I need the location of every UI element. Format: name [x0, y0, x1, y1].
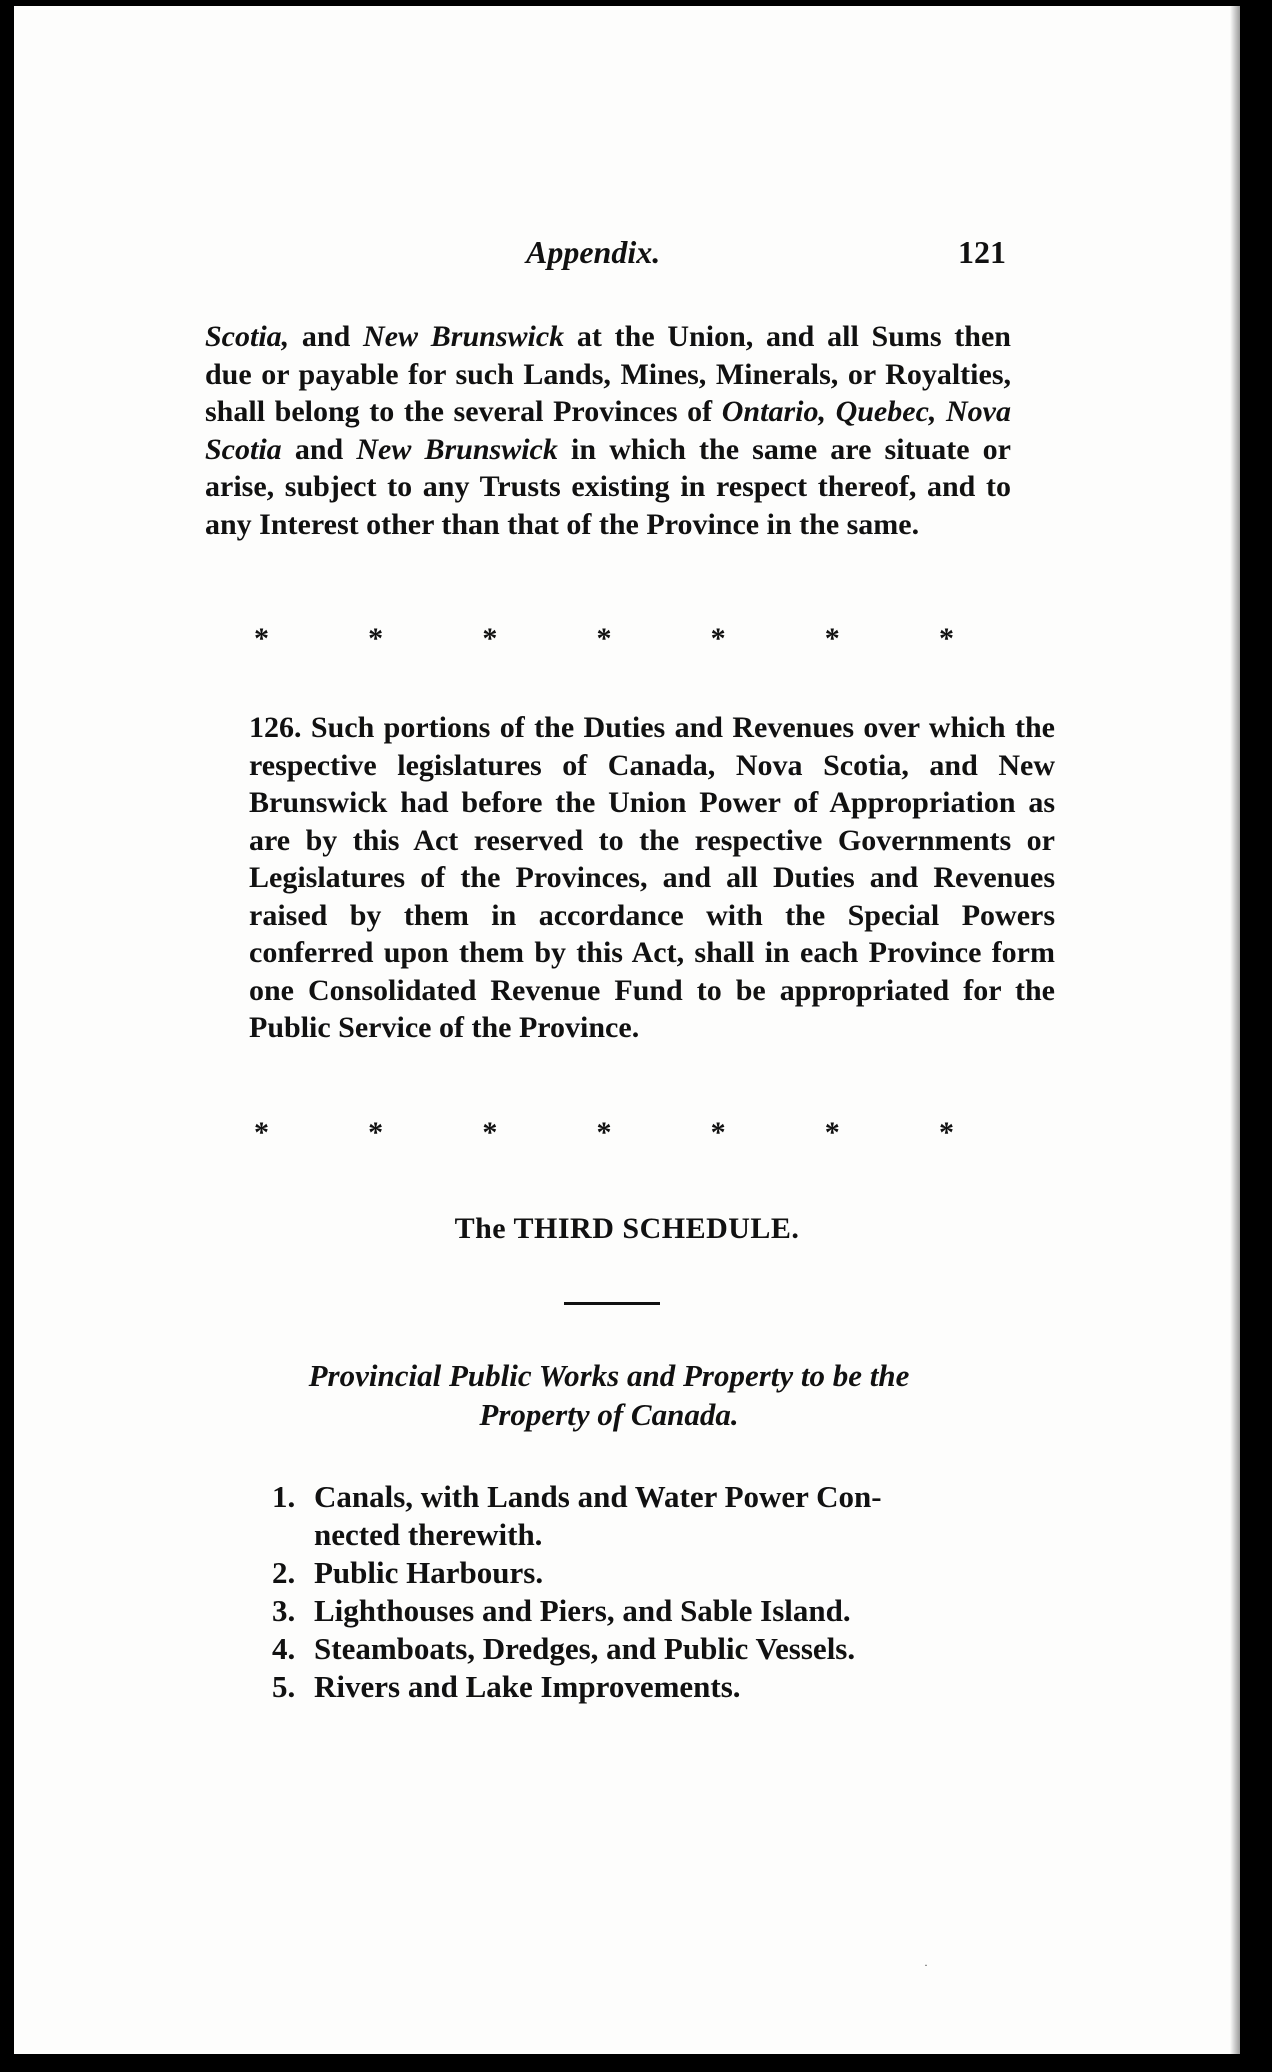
schedule-subtitle — [204, 1356, 1014, 1434]
item-number: 4. — [272, 1631, 296, 1666]
list-item — [272, 1478, 1032, 1516]
star: * — [482, 1116, 498, 1149]
list-item — [272, 1630, 1032, 1668]
item-text: Canals, with Lands and Water Power Con- — [314, 1479, 882, 1514]
star: * — [254, 622, 269, 655]
print-speck: · — [924, 1958, 928, 1972]
list-item-continuation — [272, 1516, 1032, 1554]
paragraph-text: and — [289, 320, 364, 353]
star: * — [368, 1116, 384, 1149]
page-header — [510, 234, 1006, 280]
star: * — [938, 622, 954, 655]
star: * — [596, 622, 612, 655]
paragraph-text: in which the same are situate or arise, subject to any Trusts existing in respect thereof, and to any Interest other than that of the Province in the same. — [205, 432, 1011, 541]
italic-text: Scotia, — [205, 320, 290, 353]
item-number: 3. — [272, 1593, 296, 1628]
section-number: 126. — [249, 711, 302, 744]
star: * — [482, 622, 498, 655]
page-number: 121 — [958, 234, 1006, 270]
item-text: Steamboats, Dredges, and Public Vessels. — [314, 1631, 856, 1666]
list-item — [272, 1668, 1032, 1706]
subtitle-line: Property of Canada. — [479, 1397, 739, 1432]
item-number: 5. — [272, 1669, 296, 1704]
ellipsis-stars — [254, 622, 954, 656]
star: * — [938, 1116, 954, 1149]
page-edge-shadow — [1230, 6, 1240, 2054]
star: * — [824, 1116, 840, 1149]
paragraph-text: Such portions of the Duties and Revenues over which the respective legislatures of Canada, Nova Scotia, and New Brunswick had before the Union Power of Appropriation as are by this Act reserved to the respective Governments or Legislatures of the Provinces, and all Duties and Revenues raised by them in accordance with the Special Powers conferred upon them by this Act, shall in each Province form one Consolidated Revenue Fund to be appropriated for the Public Service of the Province. — [249, 711, 1055, 1044]
star: * — [710, 1116, 726, 1149]
paragraph-text: at the Union, and all Sums then due or payable for such Lands, Mines, Minerals, or Royalties, shall belong to the several Provinces of — [205, 320, 1011, 428]
star: * — [254, 1116, 269, 1149]
star: * — [368, 622, 384, 655]
item-number: 2. — [272, 1555, 296, 1590]
item-text: Rivers and Lake Improvements. — [314, 1669, 741, 1704]
italic-text: New Brunswick — [363, 320, 565, 353]
list-item — [272, 1592, 1032, 1630]
star: * — [824, 622, 840, 655]
list-item — [272, 1554, 1032, 1592]
star: * — [596, 1116, 612, 1149]
subtitle-line: Provincial Public Works and Property to be the — [308, 1358, 910, 1393]
section-126-paragraph — [205, 709, 1055, 1047]
paragraph-text: and — [281, 432, 357, 466]
ellipsis-stars — [254, 1116, 954, 1150]
paragraph-continued — [205, 318, 1011, 543]
book-page — [14, 6, 1240, 2054]
schedule-title: The THIRD SCHEDULE. — [454, 1212, 800, 1245]
italic-text: New Brunswick — [356, 432, 558, 466]
item-text: Lighthouses and Piers, and Sable Island. — [314, 1593, 851, 1628]
item-text: Public Harbours. — [314, 1555, 544, 1590]
schedule-list — [272, 1478, 1032, 1706]
item-number: 1. — [272, 1479, 296, 1514]
running-head: Appendix. — [526, 234, 661, 270]
star: * — [710, 622, 726, 655]
title-rule — [564, 1302, 660, 1305]
item-text: nected therewith. — [314, 1517, 543, 1552]
italic-text: Ontario, Quebec, Nova Scotia — [205, 395, 1011, 466]
